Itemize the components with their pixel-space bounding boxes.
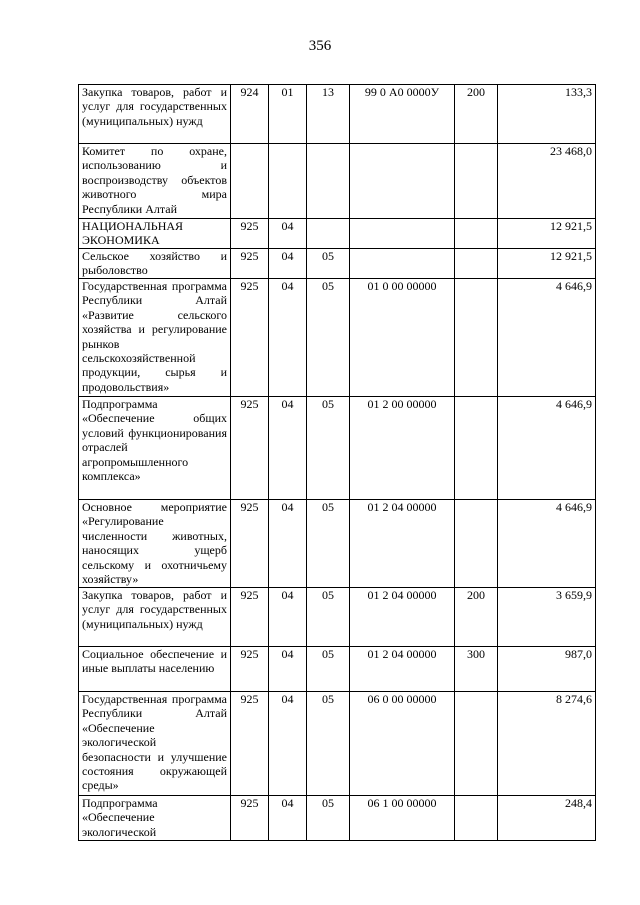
row-name: Основное мероприятие «Регулирование численности животных, наносящих ущерб сельскому и охотничьему хозяйству» bbox=[79, 500, 231, 588]
row-name: Подпрограмма «Обеспечение общих условий функционирования отраслей агропромышленного комплекса» bbox=[79, 397, 231, 500]
row-name: Закупка товаров, работ и услуг для государственных (муниципальных) нужд bbox=[79, 85, 231, 144]
expense-type-code: 200 bbox=[455, 85, 498, 144]
row-name: Социальное обеспечение и иные выплаты населению bbox=[79, 647, 231, 692]
subsection-code: 05 bbox=[307, 500, 350, 588]
table-row bbox=[79, 588, 596, 647]
target-article-code: 01 0 00 00000 bbox=[350, 279, 455, 397]
table-row bbox=[79, 647, 596, 692]
subsection-code: 05 bbox=[307, 249, 350, 279]
subsection-code: 05 bbox=[307, 397, 350, 500]
amount-value: 987,0 bbox=[498, 647, 596, 692]
target-article-code bbox=[350, 144, 455, 219]
expense-type-code bbox=[455, 397, 498, 500]
section-code: 04 bbox=[269, 500, 307, 588]
ministry-code: 924 bbox=[231, 85, 269, 144]
table-row bbox=[79, 500, 596, 588]
amount-value: 12 921,5 bbox=[498, 219, 596, 249]
amount-value: 8 274,6 bbox=[498, 692, 596, 796]
ministry-code bbox=[231, 144, 269, 219]
section-code: 04 bbox=[269, 249, 307, 279]
table-row bbox=[79, 249, 596, 279]
subsection-code: 05 bbox=[307, 692, 350, 796]
row-name: Закупка товаров, работ и услуг для государственных (муниципальных) нужд bbox=[79, 588, 231, 647]
expense-type-code: 200 bbox=[455, 588, 498, 647]
ministry-code: 925 bbox=[231, 249, 269, 279]
row-name: НАЦИОНАЛЬНАЯ ЭКОНОМИКА bbox=[79, 219, 231, 249]
expense-type-code bbox=[455, 796, 498, 841]
amount-value: 4 646,9 bbox=[498, 397, 596, 500]
table-row bbox=[79, 144, 596, 219]
target-article-code: 06 0 00 00000 bbox=[350, 692, 455, 796]
row-name: Подпрограмма «Обеспечение экологической bbox=[79, 796, 231, 841]
amount-value: 133,3 bbox=[498, 85, 596, 144]
budget-table bbox=[78, 84, 596, 841]
amount-value: 12 921,5 bbox=[498, 249, 596, 279]
table-row bbox=[79, 397, 596, 500]
amount-value: 248,4 bbox=[498, 796, 596, 841]
table-row bbox=[79, 692, 596, 796]
expense-type-code bbox=[455, 692, 498, 796]
subsection-code: 05 bbox=[307, 647, 350, 692]
section-code: 04 bbox=[269, 692, 307, 796]
section-code bbox=[269, 144, 307, 219]
expense-type-code bbox=[455, 219, 498, 249]
amount-value: 4 646,9 bbox=[498, 500, 596, 588]
subsection-code: 05 bbox=[307, 279, 350, 397]
ministry-code: 925 bbox=[231, 219, 269, 249]
section-code: 04 bbox=[269, 279, 307, 397]
row-name: Государственная программа Республики Алтай «Развитие сельского хозяйства и регулирование рынков сельскохозяйственной продукции, сырья и продовольствия» bbox=[79, 279, 231, 397]
target-article-code: 01 2 04 00000 bbox=[350, 647, 455, 692]
amount-value: 4 646,9 bbox=[498, 279, 596, 397]
section-code: 04 bbox=[269, 397, 307, 500]
page-number: 356 bbox=[308, 38, 332, 54]
table-row bbox=[79, 796, 596, 841]
target-article-code: 01 2 04 00000 bbox=[350, 500, 455, 588]
section-code: 04 bbox=[269, 588, 307, 647]
ministry-code: 925 bbox=[231, 692, 269, 796]
expense-type-code bbox=[455, 249, 498, 279]
row-name: Сельское хозяйство и рыболовство bbox=[79, 249, 231, 279]
expense-type-code bbox=[455, 144, 498, 219]
target-article-code: 99 0 А0 0000У bbox=[350, 85, 455, 144]
budget-table-body bbox=[79, 85, 596, 841]
subsection-code bbox=[307, 144, 350, 219]
section-code: 04 bbox=[269, 219, 307, 249]
table-row bbox=[79, 85, 596, 144]
subsection-code bbox=[307, 219, 350, 249]
ministry-code: 925 bbox=[231, 500, 269, 588]
expense-type-code: 300 bbox=[455, 647, 498, 692]
target-article-code: 01 2 04 00000 bbox=[350, 588, 455, 647]
subsection-code: 13 bbox=[307, 85, 350, 144]
ministry-code: 925 bbox=[231, 647, 269, 692]
target-article-code bbox=[350, 249, 455, 279]
table-row bbox=[79, 219, 596, 249]
amount-value: 23 468,0 bbox=[498, 144, 596, 219]
target-article-code: 01 2 00 00000 bbox=[350, 397, 455, 500]
ministry-code: 925 bbox=[231, 279, 269, 397]
amount-value: 3 659,9 bbox=[498, 588, 596, 647]
section-code: 04 bbox=[269, 796, 307, 841]
expense-type-code bbox=[455, 279, 498, 397]
expense-type-code bbox=[455, 500, 498, 588]
row-name: Комитет по охране, использованию и воспроизводству объектов животного мира Республики Алтай bbox=[79, 144, 231, 219]
section-code: 04 bbox=[269, 647, 307, 692]
target-article-code: 06 1 00 00000 bbox=[350, 796, 455, 841]
ministry-code: 925 bbox=[231, 397, 269, 500]
ministry-code: 925 bbox=[231, 588, 269, 647]
subsection-code: 05 bbox=[307, 588, 350, 647]
target-article-code bbox=[350, 219, 455, 249]
subsection-code: 05 bbox=[307, 796, 350, 841]
ministry-code: 925 bbox=[231, 796, 269, 841]
section-code: 01 bbox=[269, 85, 307, 144]
row-name: Государственная программа Республики Алтай «Обеспечение экологической безопасности и улучшение состояния окружающей среды» bbox=[79, 692, 231, 796]
table-row bbox=[79, 279, 596, 397]
